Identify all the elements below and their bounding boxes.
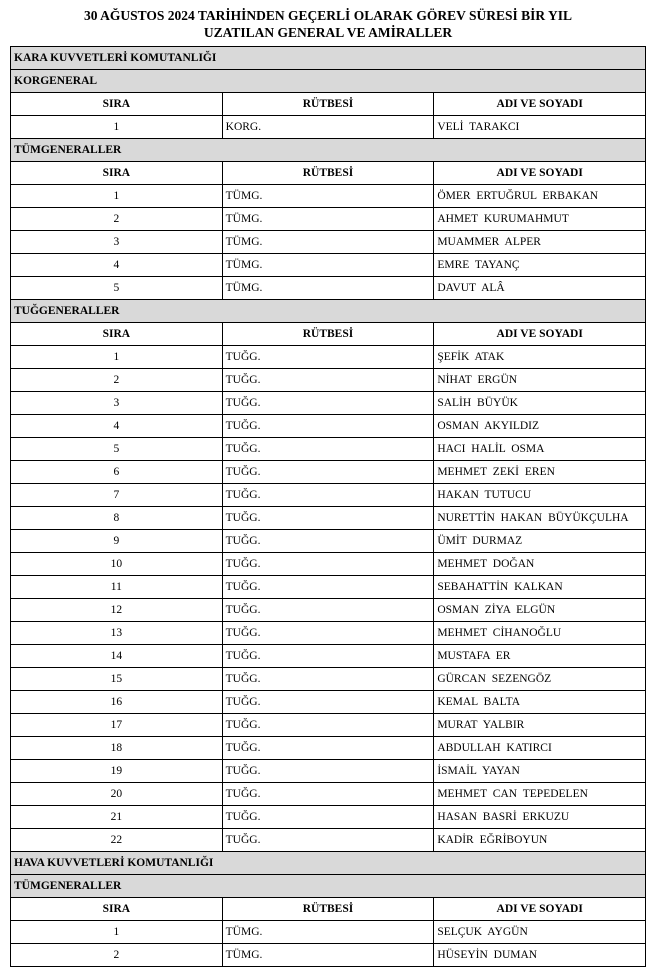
command-heading: KARA KUVVETLERİ KOMUTANLIĞI	[11, 47, 646, 70]
table-row	[11, 645, 646, 668]
column-header-ad-soyad: ADI VE SOYADI	[434, 323, 646, 346]
column-header-sira: SIRA	[11, 93, 223, 116]
row-full-name: ÖMER ERTUĞRUL ERBAKAN	[434, 185, 646, 208]
row-full-name: ŞEFİK ATAK	[434, 346, 646, 369]
row-rank: TÜMG.	[222, 921, 434, 944]
column-header-rutbe: RÜTBESİ	[222, 323, 434, 346]
row-rank: TUĞG.	[222, 530, 434, 553]
column-header-ad-soyad: ADI VE SOYADI	[434, 898, 646, 921]
table-row	[11, 369, 646, 392]
row-rank: TUĞG.	[222, 783, 434, 806]
row-full-name: MURAT YALBIR	[434, 714, 646, 737]
column-header-sira: SIRA	[11, 898, 223, 921]
column-header-rutbe: RÜTBESİ	[222, 93, 434, 116]
row-number: 3	[11, 231, 223, 254]
row-rank: TUĞG.	[222, 599, 434, 622]
table-row	[11, 346, 646, 369]
command-row	[11, 852, 646, 875]
row-rank: TUĞG.	[222, 576, 434, 599]
row-rank: TUĞG.	[222, 622, 434, 645]
table-row	[11, 530, 646, 553]
command-heading: HAVA KUVVETLERİ KOMUTANLIĞI	[11, 852, 646, 875]
row-number: 5	[11, 438, 223, 461]
row-full-name: SEBAHATTİN KALKAN	[434, 576, 646, 599]
row-number: 2	[11, 369, 223, 392]
table-row	[11, 737, 646, 760]
row-number: 9	[11, 530, 223, 553]
row-rank: TUĞG.	[222, 415, 434, 438]
row-rank: TUĞG.	[222, 553, 434, 576]
table-row	[11, 783, 646, 806]
generals-table	[10, 46, 646, 967]
row-rank: TUĞG.	[222, 829, 434, 852]
row-full-name: HÜSEYİN DUMAN	[434, 944, 646, 967]
table-row	[11, 691, 646, 714]
command-row	[11, 47, 646, 70]
row-full-name: MUSTAFA ER	[434, 645, 646, 668]
row-number: 1	[11, 185, 223, 208]
row-rank: TUĞG.	[222, 714, 434, 737]
row-full-name: OSMAN ZİYA ELGÜN	[434, 599, 646, 622]
rank-group-row	[11, 139, 646, 162]
column-header-row	[11, 162, 646, 185]
row-number: 6	[11, 461, 223, 484]
table-row	[11, 553, 646, 576]
generals-table-body	[11, 47, 646, 967]
row-number: 20	[11, 783, 223, 806]
row-number: 12	[11, 599, 223, 622]
row-full-name: MEHMET ZEKİ EREN	[434, 461, 646, 484]
title-line-1: 30 AĞUSTOS 2024 TARİHİNDEN GEÇERLİ OLARAK GÖREV SÜRESİ BİR YIL	[84, 8, 572, 23]
table-row	[11, 921, 646, 944]
table-row	[11, 185, 646, 208]
row-rank: TÜMG.	[222, 231, 434, 254]
row-number: 21	[11, 806, 223, 829]
row-rank: TUĞG.	[222, 392, 434, 415]
row-full-name: KEMAL BALTA	[434, 691, 646, 714]
row-rank: TUĞG.	[222, 461, 434, 484]
column-header-sira: SIRA	[11, 323, 223, 346]
row-number: 15	[11, 668, 223, 691]
row-full-name: İSMAİL YAYAN	[434, 760, 646, 783]
row-full-name: ÜMİT DURMAZ	[434, 530, 646, 553]
table-row	[11, 622, 646, 645]
row-number: 4	[11, 254, 223, 277]
table-row	[11, 461, 646, 484]
table-row	[11, 576, 646, 599]
document-title	[0, 0, 656, 38]
row-full-name: AHMET KURUMAHMUT	[434, 208, 646, 231]
row-number: 1	[11, 346, 223, 369]
row-number: 22	[11, 829, 223, 852]
table-row	[11, 829, 646, 852]
row-rank: TUĞG.	[222, 737, 434, 760]
column-header-rutbe: RÜTBESİ	[222, 898, 434, 921]
table-row	[11, 438, 646, 461]
row-full-name: GÜRCAN SEZENGÖZ	[434, 668, 646, 691]
row-rank: TUĞG.	[222, 645, 434, 668]
row-number: 17	[11, 714, 223, 737]
row-full-name: MEHMET DOĞAN	[434, 553, 646, 576]
row-number: 16	[11, 691, 223, 714]
rank-group-row	[11, 300, 646, 323]
table-row	[11, 254, 646, 277]
row-full-name: HACI HALİL OSMA	[434, 438, 646, 461]
rank-group-row	[11, 875, 646, 898]
column-header-row	[11, 93, 646, 116]
row-rank: TÜMG.	[222, 944, 434, 967]
row-full-name: ABDULLAH KATIRCI	[434, 737, 646, 760]
row-number: 1	[11, 921, 223, 944]
row-rank: TUĞG.	[222, 691, 434, 714]
row-full-name: SELÇUK AYGÜN	[434, 921, 646, 944]
row-rank: TUĞG.	[222, 484, 434, 507]
rank-group-heading: TÜMGENERALLER	[11, 875, 646, 898]
table-row	[11, 668, 646, 691]
row-number: 11	[11, 576, 223, 599]
table-row	[11, 599, 646, 622]
row-full-name: KADİR EĞRİBOYUN	[434, 829, 646, 852]
row-number: 19	[11, 760, 223, 783]
row-full-name: NURETTİN HAKAN BÜYÜKÇULHA	[434, 507, 646, 530]
row-full-name: VELİ TARAKCI	[434, 116, 646, 139]
row-rank: TUĞG.	[222, 507, 434, 530]
table-row	[11, 231, 646, 254]
column-header-sira: SIRA	[11, 162, 223, 185]
column-header-row	[11, 323, 646, 346]
row-number: 5	[11, 277, 223, 300]
table-row	[11, 806, 646, 829]
table-row	[11, 277, 646, 300]
row-number: 10	[11, 553, 223, 576]
row-full-name: NİHAT ERGÜN	[434, 369, 646, 392]
row-full-name: HASAN BASRİ ERKUZU	[434, 806, 646, 829]
rank-group-heading: TUĞGENERALLER	[11, 300, 646, 323]
table-row	[11, 484, 646, 507]
row-rank: KORG.	[222, 116, 434, 139]
rank-group-heading: TÜMGENERALLER	[11, 139, 646, 162]
rank-group-row	[11, 70, 646, 93]
row-number: 7	[11, 484, 223, 507]
row-number: 2	[11, 944, 223, 967]
row-rank: TUĞG.	[222, 438, 434, 461]
row-number: 14	[11, 645, 223, 668]
row-rank: TUĞG.	[222, 346, 434, 369]
row-full-name: OSMAN AKYILDIZ	[434, 415, 646, 438]
row-full-name: MEHMET CAN TEPEDELEN	[434, 783, 646, 806]
row-number: 3	[11, 392, 223, 415]
table-row	[11, 507, 646, 530]
row-rank: TUĞG.	[222, 806, 434, 829]
table-row	[11, 208, 646, 231]
table-row	[11, 116, 646, 139]
row-number: 18	[11, 737, 223, 760]
row-full-name: EMRE TAYANÇ	[434, 254, 646, 277]
column-header-rutbe: RÜTBESİ	[222, 162, 434, 185]
row-number: 1	[11, 116, 223, 139]
row-number: 13	[11, 622, 223, 645]
column-header-ad-soyad: ADI VE SOYADI	[434, 162, 646, 185]
row-full-name: DAVUT ALÂ	[434, 277, 646, 300]
column-header-row	[11, 898, 646, 921]
row-rank: TUĞG.	[222, 668, 434, 691]
row-full-name: SALİH BÜYÜK	[434, 392, 646, 415]
title-line-2: UZATILAN GENERAL VE AMİRALLER	[203, 25, 453, 40]
row-rank: TÜMG.	[222, 277, 434, 300]
table-row	[11, 760, 646, 783]
row-number: 8	[11, 507, 223, 530]
rank-group-heading: KORGENERAL	[11, 70, 646, 93]
row-rank: TÜMG.	[222, 254, 434, 277]
column-header-ad-soyad: ADI VE SOYADI	[434, 93, 646, 116]
row-number: 4	[11, 415, 223, 438]
table-row	[11, 714, 646, 737]
row-rank: TUĞG.	[222, 760, 434, 783]
row-number: 2	[11, 208, 223, 231]
row-full-name: MUAMMER ALPER	[434, 231, 646, 254]
row-rank: TÜMG.	[222, 208, 434, 231]
table-row	[11, 415, 646, 438]
row-full-name: HAKAN TUTUCU	[434, 484, 646, 507]
table-row	[11, 392, 646, 415]
row-rank: TÜMG.	[222, 185, 434, 208]
row-rank: TUĞG.	[222, 369, 434, 392]
row-full-name: MEHMET CİHANOĞLU	[434, 622, 646, 645]
table-row	[11, 944, 646, 967]
